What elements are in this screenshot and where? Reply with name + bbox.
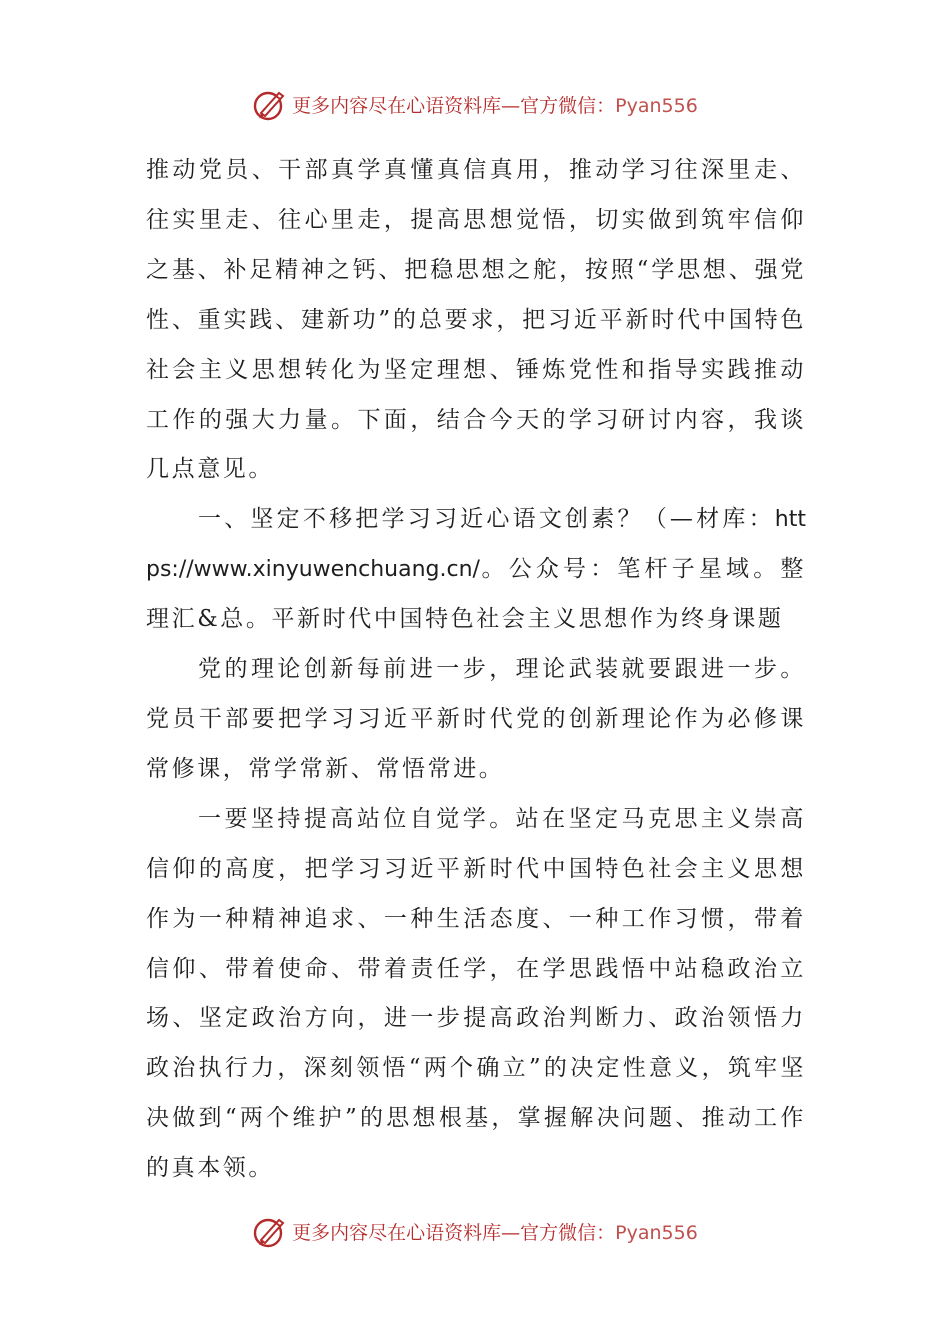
footer-banner-text: 更多内容尽在心语资料库—官方微信：Pyan556 xyxy=(292,1221,698,1244)
paragraph-3: 党的理论创新每前进一步，理论武装就要跟进一步。党员干部要把学习习近平新时代党的创新理论作为必修课常修课，常学常新、常悟常进。 xyxy=(146,656,806,782)
paragraph-4: 一要坚持提高站位自觉学。站在坚定马克思主义崇高信仰的高度，把学习习近平新时代中国特色社会主义思想作为一种精神追求、一种生活态度、一种工作习惯，带着信仰、带着使命、带着责任学，在学思践悟中站稳政治立场、坚定政治方向，进一步提高政治判断力、政治领悟力政治执行力，深刻领悟“两个确立”的决定性意义，筑牢坚决做到“两个维护”的思想根基，掌握解决问题、推动工作的真本领。 xyxy=(146,805,806,1182)
website-url: https://www.xinyuwenchuang.cn/ xyxy=(146,507,806,583)
paragraph-1: 推动党员、干部真学真懂真信真用，推动学习往深里走、往实里走、往心里走，提高思想觉悟，切实做到筑牢信仰之基、补足精神之钙、把稳思想之舵，按照“学思想、强党性、重实践、建新功”的总要求，把习近平新时代中国特色社会主义思想转化为坚定理想、锤炼党性和指导实践推动工作的强大力量。下面，结合今天的学习研讨内容，我谈几点意见。 xyxy=(146,157,806,483)
footer-banner xyxy=(0,1211,950,1251)
pen-logo-icon xyxy=(252,86,288,122)
section-heading-1: 一、坚定不移把学习习近心语文创素？（—材库：https://www.xinyuwenchuang.cn/。公众号：笔杆子星域。整理汇&总。平新时代中国特色社会主义思想作为终身课题 xyxy=(146,506,806,633)
footer-wechat-id: Pyan556 xyxy=(615,1221,698,1244)
header-banner xyxy=(0,84,950,124)
header-wechat-id: Pyan556 xyxy=(615,94,698,117)
document-body xyxy=(146,146,806,1194)
pen-logo-icon xyxy=(252,1213,288,1249)
header-banner-text: 更多内容尽在心语资料库—官方微信：Pyan556 xyxy=(292,94,698,117)
